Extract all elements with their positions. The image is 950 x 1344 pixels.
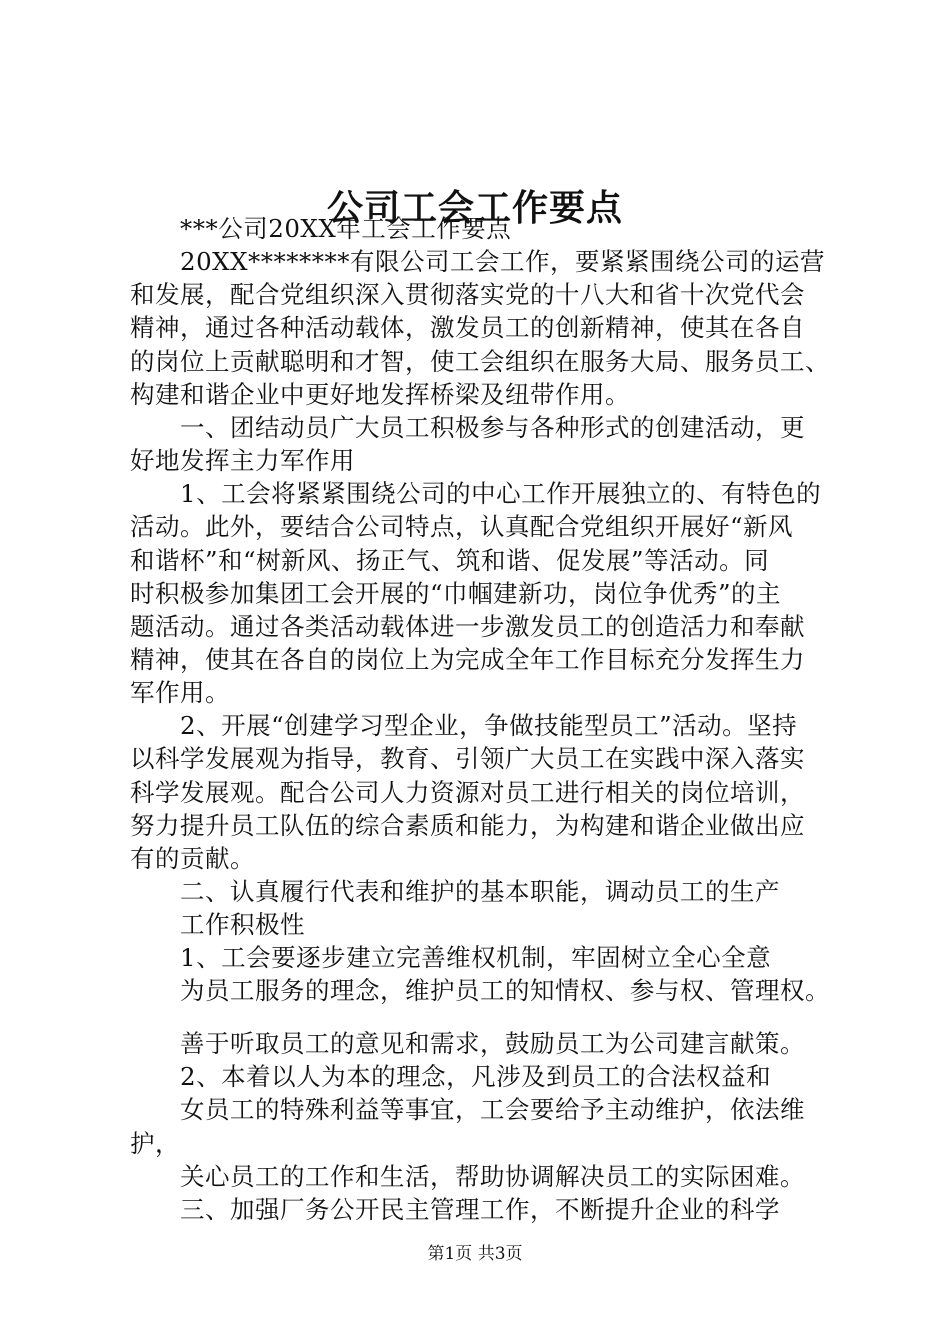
page-number: 第1页 共3页 xyxy=(427,1244,523,1264)
text-line: 护， xyxy=(130,1129,180,1158)
text-line: 和发展，配合党组织深入贯彻落实党的十八大和省十次党代会 xyxy=(130,280,805,309)
text-line: 构建和谐企业中更好地发挥桥梁及纽带作用。 xyxy=(130,380,630,409)
text-line: 关心员工的工作和生活，帮助协调解决员工的实际困难。 xyxy=(180,1162,805,1191)
text-line: 有的贡献。 xyxy=(130,844,255,873)
text-line: 一、团结动员广大员工积极参与各种形式的创建活动，更 xyxy=(180,413,805,442)
text-line: 活动。此外，要结合公司特点，认真配合党组织开展好“新风 xyxy=(130,512,794,541)
text-line: 和谐杯”和“树新风、扬正气、筑和谐、促发展”等活动。同 xyxy=(130,546,770,575)
text-line: 时积极参加集团工会开展的“巾帼建新功，岗位争优秀”的主 xyxy=(130,579,782,608)
text-line: 好地发挥主力军作用 xyxy=(130,446,355,475)
text-line: 1、工会要逐步建立完善维权机制，牢固树立全心全意 xyxy=(180,943,772,972)
text-line: 精神，使其在各自的岗位上为完成全年工作目标充分发挥生力 xyxy=(130,645,805,674)
text-line: 2、本着以人为本的理念，凡涉及到员工的合法权益和 xyxy=(180,1062,772,1091)
text-line: 三、加强厂务公开民主管理工作，不断提升企业的科学 xyxy=(180,1195,780,1224)
text-line: 善于听取员工的意见和需求，鼓励员工为公司建言献策。 xyxy=(180,1029,805,1058)
text-line: 20XX********有限公司工会工作，要紧紧围绕公司的运营 xyxy=(180,247,826,276)
text-line: 2、开展“创建学习型企业，争做技能型员工”活动。坚持 xyxy=(180,711,798,740)
text-line: 1、工会将紧紧围绕公司的中心工作开展独立的、有特色的 xyxy=(180,479,822,508)
text-line: ***公司20XX年工会工作要点 xyxy=(180,214,512,243)
text-line: 科学发展观。配合公司人力资源对员工进行相关的岗位培训， xyxy=(130,778,805,807)
text-line: 军作用。 xyxy=(130,678,230,707)
text-line: 为员工服务的理念，维护员工的知情权、参与权、管理权。 xyxy=(180,976,830,1005)
text-line: 工作积极性 xyxy=(180,910,305,939)
text-line: 女员工的特殊利益等事宜，工会要给予主动维护，依法维 xyxy=(180,1095,805,1124)
text-line: 的岗位上贡献聪明和才智，使工会组织在服务大局、服务员工、 xyxy=(130,347,830,376)
text-line: 精神，通过各种活动载体，激发员工的创新精神，使其在各自 xyxy=(130,313,805,342)
document-title: 公司工会工作要点 xyxy=(326,187,623,229)
text-line: 题活动。通过各类活动载体进一步激发员工的创造活力和奉献 xyxy=(130,612,805,641)
text-line: 以科学发展观为指导，教育、引领广大员工在实践中深入落实 xyxy=(130,744,805,773)
text-line: 二、认真履行代表和维护的基本职能，调动员工的生产 xyxy=(180,877,780,906)
text-line: 努力提升员工队伍的综合素质和能力，为构建和谐企业做出应 xyxy=(130,811,805,840)
